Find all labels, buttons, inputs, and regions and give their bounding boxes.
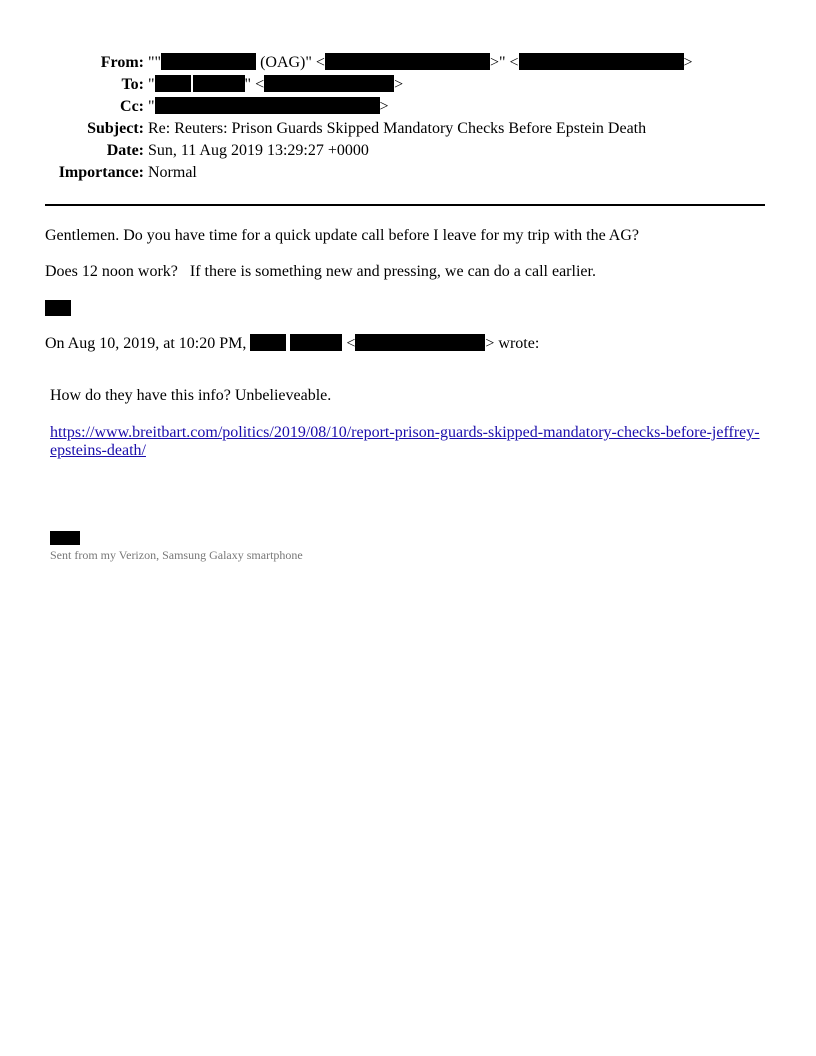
subject-value: Re: Reuters: Prison Guards Skipped Mandatory Checks Before Epstein Death <box>148 120 647 137</box>
reply-wrote: > wrote: <box>485 335 540 352</box>
from-value <box>148 53 693 73</box>
from-label: From: <box>100 54 144 71</box>
header-from-row <box>0 53 816 73</box>
article-link[interactable]: https://www.breitbart.com/politics/2019/08/10/report-prison-guards-skipped-mandatory-checks-before-jeffrey-epsteins-death/ <box>50 424 760 459</box>
redaction-box <box>161 53 256 70</box>
to-suffix: > <box>394 76 404 93</box>
reply-lt: < <box>346 335 356 352</box>
redaction-box <box>45 300 71 316</box>
header-subject-row <box>0 119 816 139</box>
cc-label: Cc: <box>120 98 144 115</box>
header-divider <box>45 204 765 206</box>
redaction-box <box>519 53 684 70</box>
to-label: To: <box>121 76 144 93</box>
redaction-box <box>50 531 80 545</box>
cc-prefix: " <box>148 98 155 115</box>
signature-line: Sent from my Verizon, Samsung Galaxy smartphone <box>50 548 303 562</box>
header-date-row <box>0 141 816 161</box>
date-value: Sun, 11 Aug 2019 13:29:27 +0000 <box>148 142 369 159</box>
redaction-box <box>155 97 380 114</box>
redaction-box <box>250 334 286 351</box>
redaction-box <box>155 75 191 92</box>
header-importance-row <box>0 163 816 183</box>
cc-suffix: > <box>379 98 389 115</box>
header-to-row <box>0 75 816 95</box>
from-suffix: > <box>683 54 693 71</box>
redaction-box <box>325 53 490 70</box>
redaction-box <box>264 75 394 92</box>
to-mid: " < <box>244 76 265 93</box>
quoted-text: How do they have this info? Unbelieveable. <box>50 387 332 404</box>
redaction-box <box>290 334 342 351</box>
reply-intro-line <box>45 334 539 354</box>
importance-label: Importance: <box>58 164 144 181</box>
redaction-box <box>355 334 485 351</box>
from-mid2: >" < <box>489 54 519 71</box>
date-label: Date: <box>106 142 144 159</box>
header-cc-row <box>0 97 816 117</box>
body-line-2: Does 12 noon work? If there is something new and pressing, we can do a call earlier. <box>45 263 596 280</box>
from-prefix: "" <box>148 54 162 71</box>
to-value <box>148 75 403 95</box>
from-mid: (OAG)" < <box>260 54 325 71</box>
reply-intro: On Aug 10, 2019, at 10:20 PM, <box>45 335 247 352</box>
redaction-box <box>193 75 245 92</box>
to-prefix: " <box>148 76 155 93</box>
body-line-1: Gentlemen. Do you have time for a quick update call before I leave for my trip with the AG? <box>45 227 640 244</box>
subject-label: Subject: <box>87 120 144 137</box>
importance-value: Normal <box>148 164 197 181</box>
cc-value <box>148 97 389 117</box>
